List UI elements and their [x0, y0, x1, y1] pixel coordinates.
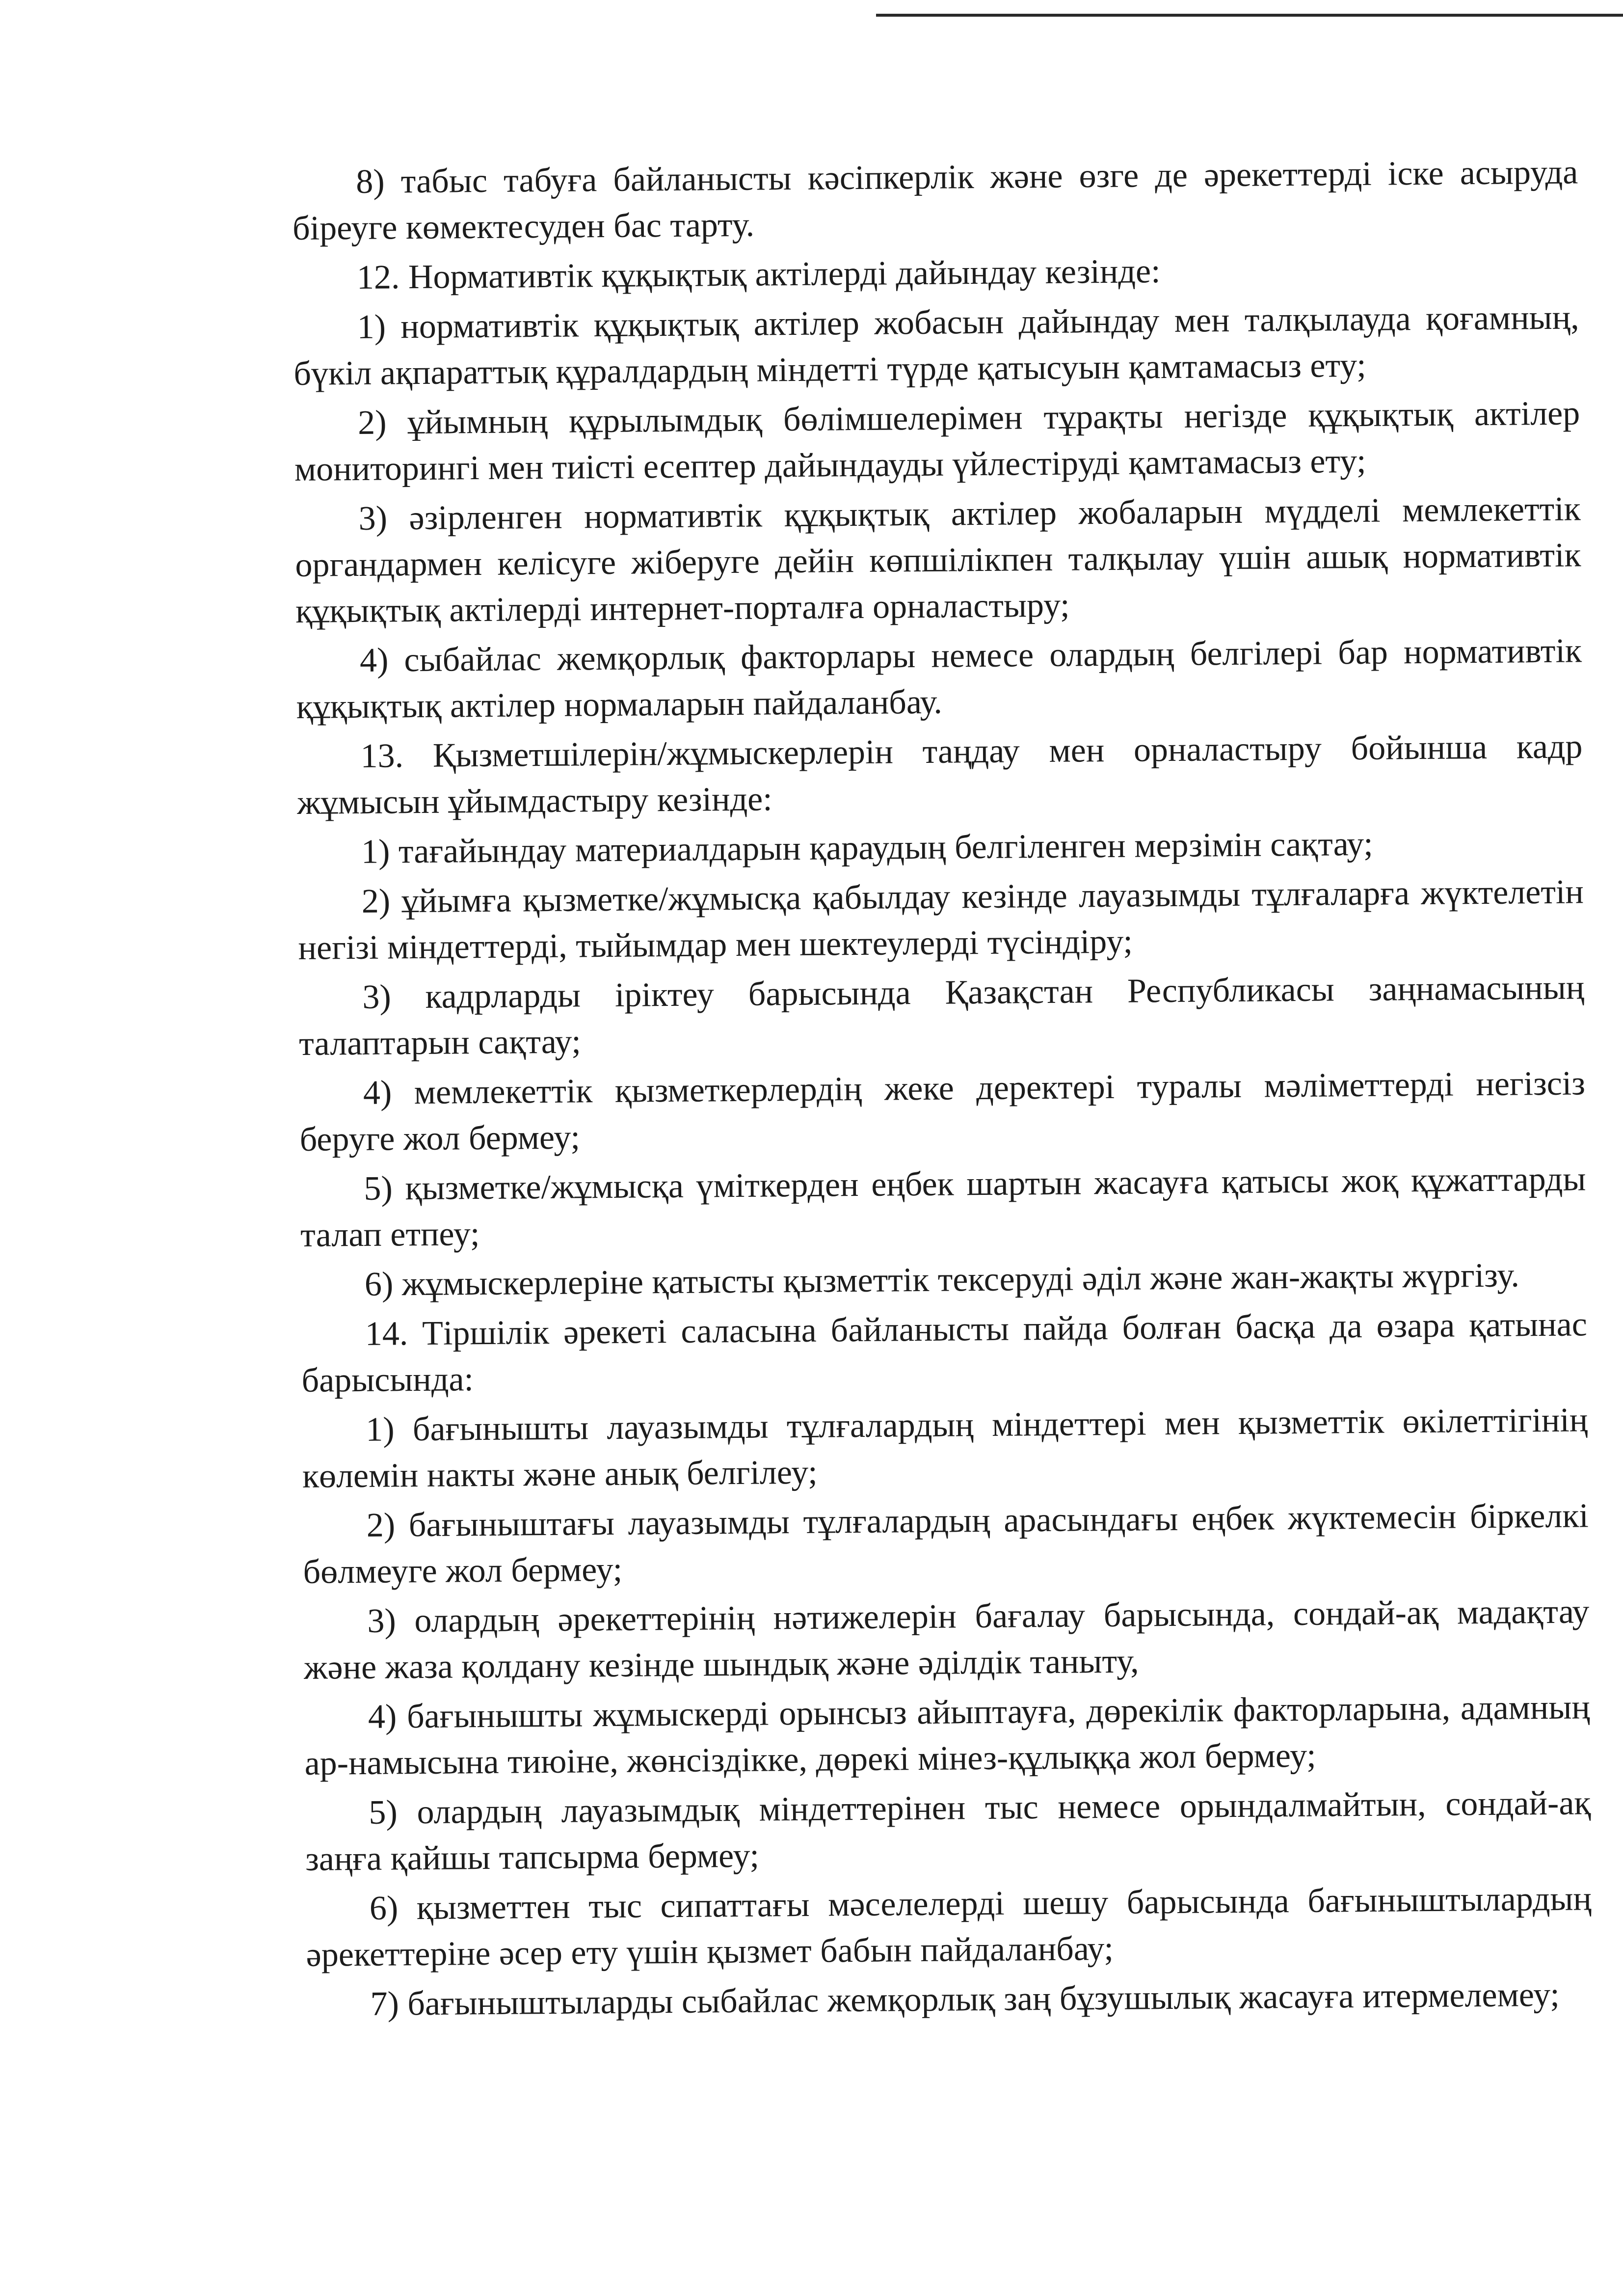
section-12-item-3: 3) әзірленген нормативтік құқықтық актілер жобаларын мүдделі мемлекеттік органдармен келісуге жіберуге дейін көпшілікпен талқылау үшін ашық нормативтік құқықтық актілерді интернет-порталға орналастыру;: [295, 490, 1581, 630]
section-12-item-4: 4) сыбайлас жемқорлық факторлары немесе олардың белгілері бар нормативтік құқықтық актілер нормаларын пайдаланбау.: [296, 632, 1582, 726]
section-14-item-6: 6) қызметтен тыс сипаттағы мәселелерді шешу барысында бағыныштылардың әрекеттеріне әсер ету үшін қызмет бабын пайдаланбау;: [306, 1880, 1592, 1974]
section-13-item-5: 5) қызметке/жұмысқа үміткерден еңбек шартын жасауға қатысы жоқ құжаттарды талап етпеу;: [300, 1160, 1586, 1254]
section-13-item-6: 6) жұмыскерлеріне қатысты қызметтік тексеруді әділ және жан-жақты жүргізу.: [364, 1256, 1520, 1303]
section-13-item-4: 4) мемлекеттік қызметкерлердің жеке деректері туралы мәліметтерді негізсіз беруге жол бермеу;: [299, 1064, 1586, 1159]
section-13-heading: 13. Қызметшілерін/жұмыскерлерін таңдау мен орналастыру бойынша кадр жұмысын ұйымдастыру кезінде:: [296, 728, 1583, 822]
section-13-item-1: 1) тағайындау материалдарын қараудың белгіленген мерзімін сақтау;: [361, 825, 1373, 871]
section-14-item-7: 7) бағыныштыларды сыбайлас жемқорлық заң бұзушылық жасауға итермелемеу;: [370, 1975, 1560, 2023]
section-12-item-1: 1) нормативтік құқықтық актілер жобасын дайындау мен талқылауда қоғамның, бүкіл ақпараттық құралдардың міндетті түрде қатысуын қамтамасыз ету;: [293, 298, 1579, 393]
section-12-item-2: 2) ұйымның құрылымдық бөлімшелерімен тұрақты негізде құқықтық актілер мониторингі мен тиісті есептер дайындауды үйлестіруді қамтамасыз ету;: [294, 394, 1580, 488]
document-page: [292, 149, 1593, 2031]
top-rule-line: [876, 14, 1623, 17]
section-14-item-1: 1) бағынышты лауазымды тұлғалардың міндеттері мен қызметтік өкілеттігінің көлемін накты және анық белгілеу;: [302, 1401, 1588, 1495]
section-14-item-3: 3) олардың әрекеттерінің нәтижелерін бағалау барысында, сондай-ақ мадақтау және жаза қолдану кезінде шындық және әділдік таныту,: [303, 1593, 1590, 1687]
section-12-heading: 12. Нормативтік құқықтық актілерді дайындау кезінде:: [356, 252, 1161, 297]
section-14-item-5: 5) олардың лауазымдық міндеттерінен тыс немесе орындалмайтын, сондай-ақ заңға қайшы тапсырма бермеу;: [305, 1784, 1591, 1878]
section-14-heading: 14. Тіршілік әрекеті саласына байланысты пайда болған басқа да өзара қатынас барысында:: [301, 1305, 1588, 1400]
section-14-item-2: 2) бағыныштағы лауазымды тұлғалардың арасындағы еңбек жүктемесін біркелкі бөлмеуге жол бермеу;: [303, 1497, 1589, 1591]
paragraph-8-refuse-assistance: 8) табыс табуға байланысты кәсіпкерлік және өзге де әрекеттерді іске асыруда біреуге көмектесуден бас тарту.: [292, 153, 1578, 247]
section-13-item-2: 2) ұйымға қызметке/жұмысқа қабылдау кезінде лауазымды тұлғаларға жүктелетін негізі міндеттерді, тыйымдар мен шектеулерді түсіндіру;: [298, 873, 1584, 967]
section-14-item-4: 4) бағынышты жұмыскерді орынсыз айыптауға, дөрекілік факторларына, адамның ар-намысына тиюіне, жөнсіздікке, дөрекі мінез-құлыққа жол бермеу;: [304, 1688, 1591, 1783]
section-13-item-3: 3) кадрларды іріктеу барысында Қазақстан Республикасы заңнамасының талаптарын сақтау;: [298, 969, 1585, 1063]
